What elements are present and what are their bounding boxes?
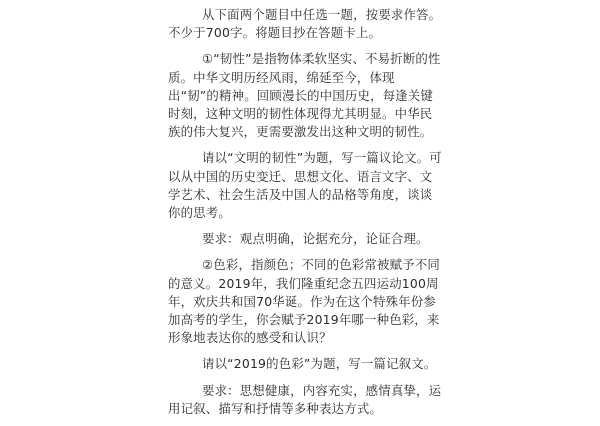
topic-2-paragraph	[168, 256, 440, 347]
task-1-paragraph	[168, 149, 442, 222]
topic-1-paragraph	[168, 50, 441, 141]
intro-line-1: 从下面两个题目中任选一题，按要求作答。	[202, 7, 442, 22]
topic-2-line: 形象地表达你的感受和认识？	[168, 330, 332, 346]
essay-prompt	[168, 6, 442, 426]
topic-2-line: 加高考的学生，你会赋予2019年哪一种色彩，来	[168, 312, 440, 328]
requirement-2-line: 要求：思想健康，内容充实，感情真挚，运	[202, 382, 442, 398]
task-1-line: 请以“文明的韧性”为题，写一篇议论文。可	[202, 150, 442, 166]
requirement-2-line: 用记叙、描写和抒情等多种表达方式。	[168, 400, 383, 416]
topic-1-line: 族的伟大复兴，更需要激发出这种文明的韧性。	[168, 124, 433, 140]
topic-1-line: 出“韧”的精神。回顾漫长的中国历史，每逢关键	[168, 87, 434, 103]
topic-1-line: 时刻，这种文明的韧性体现得尤其明显。中华民	[168, 106, 433, 122]
intro-line-2: 不少于700字。将题目抄在答题卡上。	[168, 25, 382, 41]
requirement-1-line: 要求：观点明确，论据充分，论证合理。	[202, 231, 429, 247]
task-1-line: 以从中国的历史变迁、思想文化、语言文字、文	[168, 168, 433, 184]
requirement-2-paragraph	[168, 382, 442, 418]
topic-2-line: 年，欢庆共和国70华诞。作为在这个特殊年份参	[168, 293, 436, 309]
topic-1-line: 质。中华文明历经风雨，绵延至今，体现	[168, 69, 395, 85]
task-2-line: 请以“2019的色彩”为题，写一篇记叙文。	[202, 356, 437, 372]
task-1-line: 学艺术、社会生活及中国人的品格等角度，谈谈	[168, 186, 433, 202]
topic-2-line: ②色彩，指颜色；不同的色彩常被赋予不同	[202, 257, 440, 273]
task-1-line: 你的思考。	[168, 205, 231, 221]
requirement-1-paragraph	[168, 230, 436, 248]
topic-2-line: 的意义。2019年，我们隆重纪念五四运动100周	[168, 275, 439, 291]
intro-paragraph	[168, 6, 442, 42]
topic-1-line: ①“韧性”是指物体柔软坚实、不易折断的性	[202, 51, 441, 67]
task-2-paragraph	[168, 355, 436, 373]
